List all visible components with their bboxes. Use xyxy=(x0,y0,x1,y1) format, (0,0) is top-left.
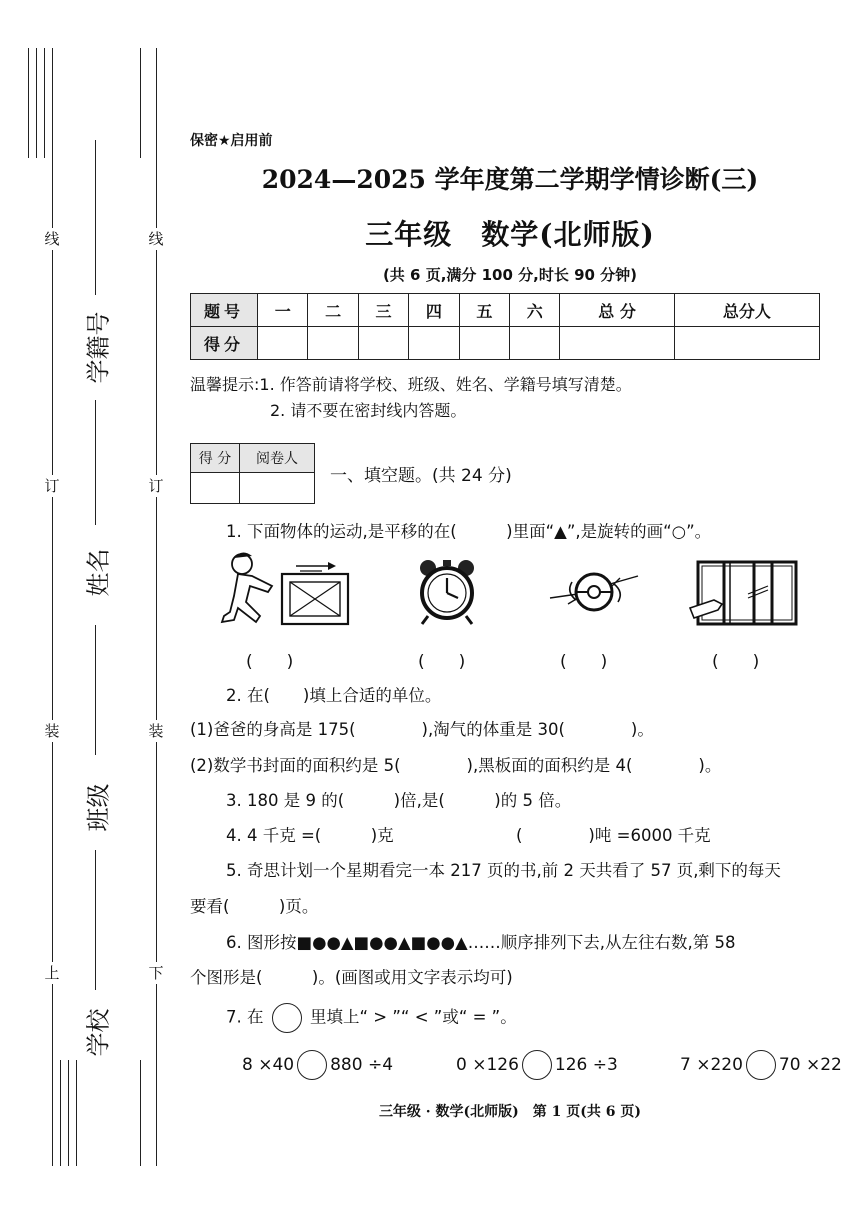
sliding-window-icon xyxy=(688,558,800,630)
steering-wheel-icon xyxy=(548,558,640,624)
score-table-column: 四 xyxy=(409,294,459,327)
class-label: 班级 xyxy=(84,783,113,832)
seal-char-left: 订 xyxy=(44,477,60,495)
question-4a: 4. 4 千克 =( )克 xyxy=(226,826,394,845)
comparison-item xyxy=(456,1050,618,1080)
seal-char-left: 上 xyxy=(44,964,60,982)
comparison-left: 7 ×220 xyxy=(680,1055,743,1075)
score-row-label: 得分 xyxy=(191,327,258,360)
seal-char-left: 线 xyxy=(44,230,60,248)
seal-char-right: 线 xyxy=(148,230,164,248)
grade-box-grader-cell[interactable] xyxy=(240,473,315,504)
confidential-mark: 保密★启用前 xyxy=(190,133,273,149)
page-footer: 三年级 · 数学(北师版) 第 1 页(共 6 页) xyxy=(378,1104,642,1120)
score-cell[interactable] xyxy=(674,327,819,360)
student-id-line[interactable] xyxy=(95,140,96,295)
grade-box-score-label: 得 分 xyxy=(191,444,240,473)
question-2: 2. 在( )填上合适的单位。 xyxy=(226,686,442,705)
question-1: 1. 下面物体的运动,是平移的在( )里面“▲”,是旋转的画“○”。 xyxy=(226,522,712,541)
name-label: 姓名 xyxy=(84,548,113,597)
comparison-left: 0 ×126 xyxy=(456,1055,519,1075)
score-cell[interactable] xyxy=(510,327,560,360)
question-6-line1: 6. 图形按■●●▲■●●▲■●●▲……顺序排列下去,从左往右数,第 58 xyxy=(226,933,736,952)
seal-char-right: 装 xyxy=(148,722,164,740)
comparison-circle[interactable] xyxy=(522,1050,552,1080)
answer-blank[interactable]: ( ) xyxy=(712,652,760,672)
comparison-item xyxy=(242,1050,393,1080)
class-line[interactable] xyxy=(95,625,96,755)
score-cell[interactable] xyxy=(308,327,358,360)
seal-char-left: 装 xyxy=(44,722,60,740)
question-7-prefix: 7. 在 xyxy=(226,1007,264,1027)
question-2-2: (2)数学书封面的面积约是 5( ),黑板面的面积约是 4( )。 xyxy=(190,756,722,775)
exam-note: (共 6 页,满分 100 分,时长 90 分钟) xyxy=(382,266,638,284)
exam-subtitle: 三年级 数学(北师版) xyxy=(365,218,655,251)
circle-blank-icon xyxy=(272,1003,302,1033)
name-line[interactable] xyxy=(95,400,96,525)
comparison-left: 8 ×40 xyxy=(242,1055,295,1075)
answer-blank[interactable]: ( ) xyxy=(246,652,294,672)
grade-box-score-cell[interactable] xyxy=(191,473,240,504)
question-6-line2: 个图形是( )。(画图或用文字表示均可) xyxy=(190,968,513,987)
question-3: 3. 180 是 9 的( )倍,是( )的 5 倍。 xyxy=(226,791,572,810)
grade-box xyxy=(190,443,315,504)
comparison-right: 880 ÷4 xyxy=(330,1055,394,1075)
question-4b: ( )吨 =6000 千克 xyxy=(516,826,711,845)
score-cell[interactable] xyxy=(560,327,674,360)
answer-blank[interactable]: ( ) xyxy=(418,652,466,672)
grade-box-grader-label: 阅卷人 xyxy=(240,444,315,473)
school-label: 学校 xyxy=(84,1008,113,1057)
score-cell[interactable] xyxy=(358,327,408,360)
seal-char-right: 订 xyxy=(148,477,164,495)
tips-line: 温馨提示:1. 作答前请将学校、班级、姓名、学籍号填写清楚。 xyxy=(190,375,632,394)
school-line[interactable] xyxy=(95,850,96,990)
score-table-column: 五 xyxy=(459,294,509,327)
score-cell[interactable] xyxy=(258,327,308,360)
comparison-circle[interactable] xyxy=(297,1050,327,1080)
seal-char-right: 下 xyxy=(148,964,164,982)
question-7-suffix: 里填上“ > ”“ < ”或“ = ”。 xyxy=(310,1007,517,1027)
score-table-column: 二 xyxy=(308,294,358,327)
answer-blank[interactable]: ( ) xyxy=(560,652,608,672)
score-cell[interactable] xyxy=(409,327,459,360)
boy-pushing-box-icon xyxy=(212,546,354,632)
tips-line: 2. 请不要在密封线内答题。 xyxy=(270,401,467,420)
question-7 xyxy=(226,1003,517,1033)
score-table-column: 总分人 xyxy=(674,294,819,327)
comparison-right: 126 ÷3 xyxy=(554,1055,618,1075)
score-table-column: 总 分 xyxy=(560,294,674,327)
tips xyxy=(190,372,632,424)
question-5-line1: 5. 奇思计划一个星期看完一本 217 页的书,前 2 天共看了 57 页,剩下的每天 xyxy=(226,861,781,880)
exam-title: 2024—2025 学年度第二学期学情诊断(三) xyxy=(261,165,759,194)
score-table-column: 六 xyxy=(510,294,560,327)
score-table-column: 一 xyxy=(258,294,308,327)
question-5-line2: 要看( )页。 xyxy=(190,897,319,916)
score-table xyxy=(190,293,820,360)
comparison-circle[interactable] xyxy=(746,1050,776,1080)
score-table-header: 题号 xyxy=(191,294,258,327)
comparison-item xyxy=(680,1050,842,1080)
alarm-clock-icon xyxy=(414,558,480,628)
student-id-label: 学籍号 xyxy=(84,311,113,384)
score-cell[interactable] xyxy=(459,327,509,360)
score-table-column: 三 xyxy=(358,294,408,327)
question-2-1: (1)爸爸的身高是 175( ),淘气的体重是 30( )。 xyxy=(190,720,654,739)
section-title: 一、填空题。(共 24 分) xyxy=(330,466,512,486)
comparison-right: 70 ×22 xyxy=(778,1055,842,1075)
